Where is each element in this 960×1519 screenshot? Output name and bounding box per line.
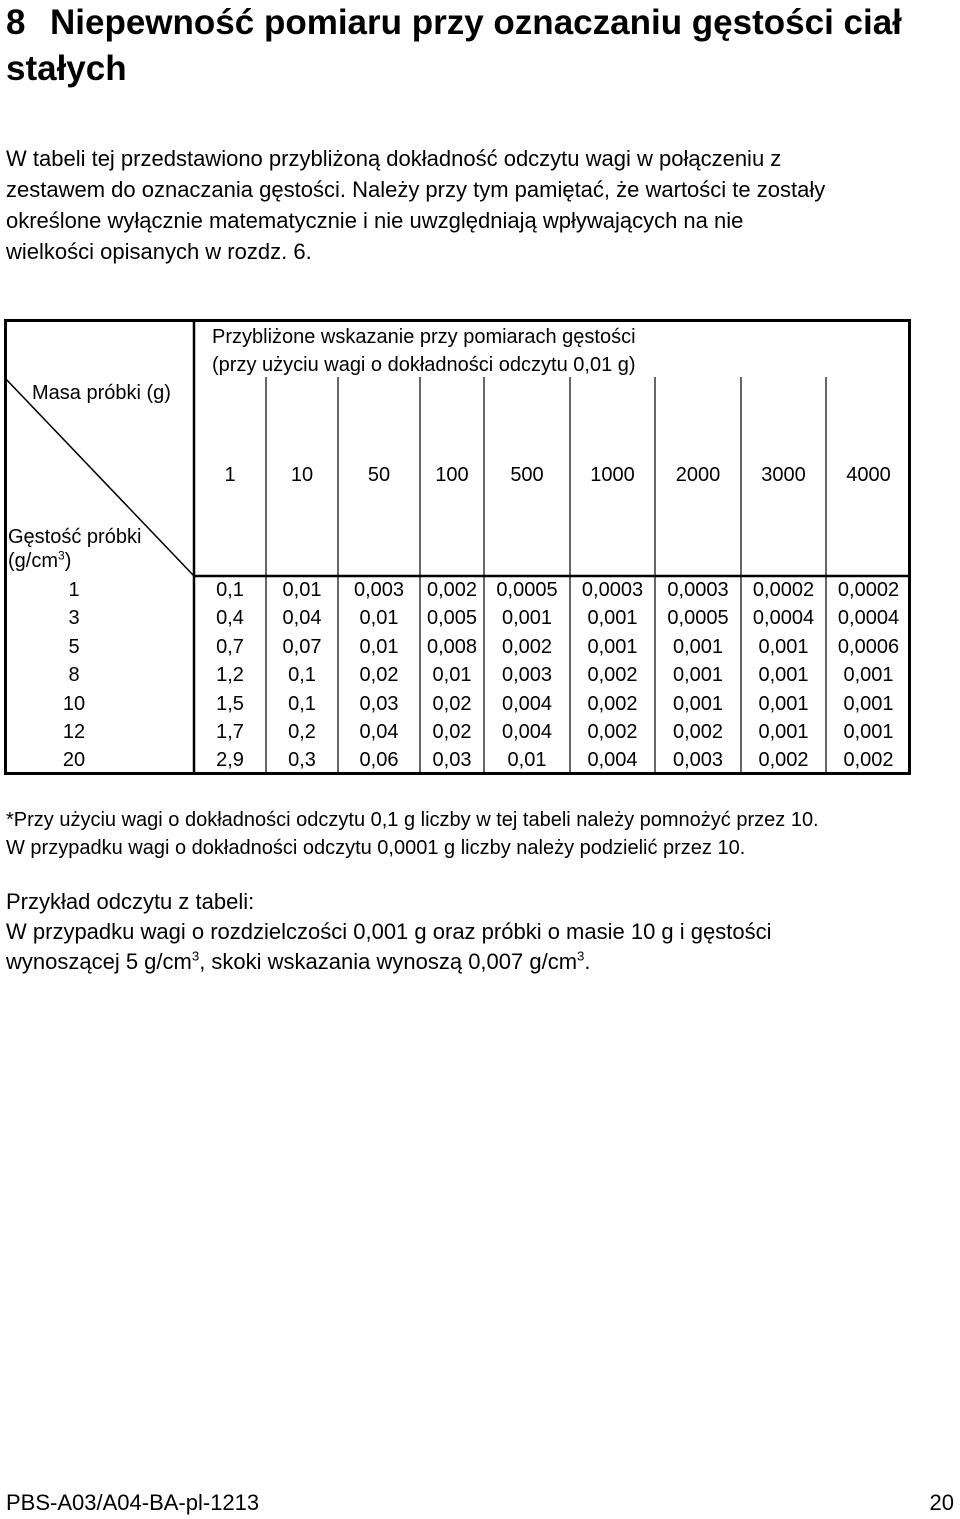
value-cell: 0,002 [426, 579, 478, 601]
value-cell: 0,0002 [837, 579, 900, 601]
value-cell: 0,01 [432, 664, 472, 687]
value-cell: 2,9 [216, 749, 244, 772]
density-cell: 12 [62, 721, 86, 743]
value-cell: 0,02 [359, 664, 399, 687]
intro-line: zestawem do oznaczania gęstości. Należy przy tym pamiętać, że wartości te zostały [6, 177, 826, 202]
mass-header-cell: 2000 [675, 464, 721, 486]
value-cell: 0,04 [359, 721, 399, 743]
value-cell: 0,008 [426, 635, 478, 658]
value-cell: 0,0003 [581, 579, 644, 601]
value-cell: 0,0005 [667, 607, 729, 630]
header-subtitle: (przy użyciu wagi o dokładności odczytu 0,01 g) [212, 354, 636, 376]
corner-density-unit: $(g/cm^3)$ [8, 548, 72, 572]
value-cell: 0,3 [288, 749, 316, 772]
intro-paragraph [6, 143, 951, 267]
accuracy-table [4, 319, 911, 775]
density-cell: 1 [68, 579, 80, 601]
mass-header-cell: 100 [435, 464, 469, 486]
density-cell: 8 [68, 664, 80, 687]
density-cell: 10 [62, 692, 86, 715]
value-cell: 0,002 [587, 692, 638, 715]
value-cell: 0,0003 [667, 579, 729, 601]
value-cell: 1,7 [216, 721, 244, 743]
value-cell: 0,002 [587, 721, 638, 743]
example-line [6, 946, 591, 977]
header-title: Przybliżone wskazanie przy pomiarach gęstości [212, 326, 636, 348]
value-cell: 1,2 [216, 664, 244, 687]
value-cell: 0,004 [587, 749, 638, 772]
mass-header-cell: 1000 [590, 464, 635, 486]
mass-header-cell: 4000 [846, 464, 891, 486]
value-cell: 0,002 [587, 664, 638, 687]
value-cell: 0,02 [432, 721, 472, 743]
example-text: wynoszącej 5 g/cm [6, 949, 192, 974]
value-cell: 0,03 [359, 692, 399, 715]
value-cell: 0,0004 [837, 607, 900, 630]
value-cell: 0,001 [587, 635, 638, 658]
value-cell: 0,001 [672, 692, 724, 715]
value-cell: 0,01 [359, 607, 399, 630]
density-cell: 3 [68, 607, 80, 630]
density-cell: 20 [62, 749, 86, 772]
intro-line: W tabeli tej przedstawiono przybliżoną dokładność odczytu wagi w połączeniu z [6, 146, 782, 171]
value-cell: 0,004 [501, 692, 553, 715]
value-cell: 0,03 [432, 749, 472, 772]
value-cell: 0,003 [672, 749, 724, 772]
value-cell: 0,4 [216, 607, 244, 630]
mass-header-cell: 500 [510, 464, 544, 486]
value-cell: 0,003 [353, 579, 405, 601]
value-cell: 0,07 [282, 635, 322, 658]
document-id: PBS-A03/A04-BA-pl-1213 [6, 1490, 260, 1515]
value-cell: 0,001 [843, 692, 894, 715]
value-cell: 0,06 [359, 749, 399, 772]
value-cell: 0,04 [282, 607, 322, 630]
value-cell: 0,001 [843, 721, 894, 743]
mass-header-cell: 50 [367, 464, 391, 486]
value-cell: 0,001 [758, 635, 809, 658]
value-cell: 0,001 [501, 607, 553, 630]
value-cell: 0,01 [507, 749, 547, 772]
corner-mass-label: Masa próbki (g) [32, 382, 171, 404]
section-heading [6, 0, 946, 92]
value-cell: 0,005 [426, 607, 478, 630]
value-cell: 0,001 [758, 721, 809, 743]
mass-header-cell: 3000 [761, 464, 806, 486]
value-cell: 0,001 [758, 692, 809, 715]
footnote-multiply: *Przy użyciu wagi o dokładności odczytu 0,1 g liczby w tej tabeli należy pomnożyć przez 10. [6, 809, 819, 831]
page-number: 20 [929, 1490, 954, 1515]
value-cell: 0,002 [843, 749, 894, 772]
example-title: Przykład odczytu z tabeli: [6, 889, 255, 914]
value-cell: 0,01 [282, 579, 322, 601]
intro-line: określone wyłącznie matematycznie i nie uwzględniają wpływających na nie [6, 208, 744, 233]
example-line: W przypadku wagi o rozdzielczości 0,001 g oraz próbki o masie 10 g i gęstości [6, 919, 772, 944]
footnote-divide: W przypadku wagi o dokładności odczytu 0,0001 g liczby należy podzielić przez 10. [6, 837, 746, 859]
value-cell: 0,1 [288, 692, 316, 715]
superscript: 3 [577, 948, 585, 964]
value-cell: 0,0002 [752, 579, 815, 601]
value-cell: 0,002 [672, 721, 724, 743]
superscript: 3 [191, 948, 200, 964]
value-cell: 0,001 [843, 664, 894, 687]
value-cell: 0,002 [501, 635, 553, 658]
value-cell: 0,001 [672, 635, 724, 658]
value-cell: 0,1 [288, 664, 316, 687]
value-cell: 0,2 [288, 721, 316, 743]
value-cell: 0,1 [216, 579, 244, 601]
intro-line: wielkości opisanych w rozdz. 6. [6, 239, 312, 264]
value-cell: 0,0005 [496, 579, 558, 601]
value-cell: 0,001 [587, 607, 638, 630]
value-cell: 0,02 [432, 692, 472, 715]
value-cell: 0,01 [359, 635, 399, 658]
value-cell: 0,002 [758, 749, 809, 772]
value-cell: 0,001 [672, 664, 724, 687]
value-cell: 0,004 [501, 721, 553, 743]
value-cell: 0,7 [216, 635, 244, 658]
value-cell: 1,5 [216, 692, 244, 715]
corner-density-label: Gęstość próbki [8, 526, 142, 548]
example-text: , skoki wskazania wynoszą 0,007 g/cm [199, 949, 578, 974]
section-number: 8 [6, 3, 26, 42]
value-cell: 0,001 [758, 664, 809, 687]
value-cell: 0,0006 [837, 635, 900, 658]
value-cell: 0,003 [501, 664, 553, 687]
mass-header-cell: 1 [224, 464, 236, 486]
section-title: Niepewność pomiaru przy oznaczaniu gęstości ciał stałych [6, 3, 902, 88]
density-cell: 5 [68, 635, 80, 658]
mass-header-cell: 10 [290, 464, 314, 486]
value-cell: 0,0004 [752, 607, 815, 630]
example-text: . [584, 949, 591, 974]
